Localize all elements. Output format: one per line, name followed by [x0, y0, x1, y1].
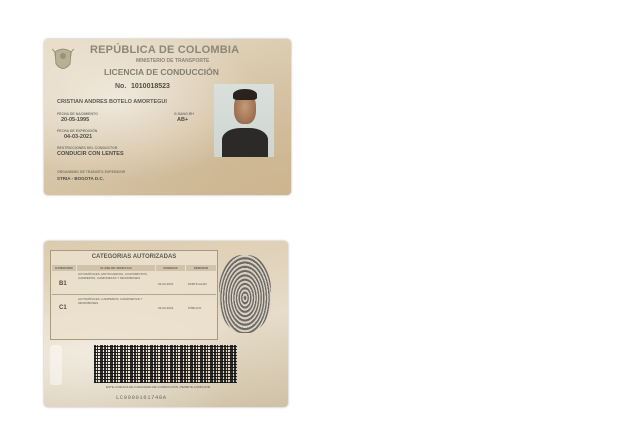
- row-2-validity: 04-03-2024: [158, 306, 174, 310]
- issue-date: 04-03-2021: [64, 134, 93, 140]
- blood-type-label: G.SANG.RH: [174, 112, 194, 116]
- ministry-label: MINISTERIO DE TRANSPORTE: [136, 58, 210, 64]
- row-2-vehicle: AUTOMÓVILES, CAMPEROS, CAMIONETAS Y MICROBUSES: [78, 297, 143, 305]
- barcode-caption: ESTE LICENCIA DE CAPACIDAD DE CONDUCCIÓN, PERMITE CONDUCIR: [106, 385, 210, 389]
- country-title: REPÚBLICA DE COLOMBIA: [90, 44, 240, 56]
- holder-name: CRISTIAN ANDRES BOTELO AMORTEGUI: [57, 99, 167, 105]
- row-1-vehicle: AUTOMÓVILES, MOTOCARROS, CUATRIMOTOS, CAMPEROS, CAMIONETAS Y MICROBUSES: [78, 272, 148, 280]
- row-1-service: PARTICULAR: [188, 282, 207, 286]
- header-vehicle: CLASE DE VEHICULO: [77, 265, 155, 271]
- restrictions-label: RESTRICCIONES DEL CONDUCTOR: [57, 146, 118, 150]
- categories-table: [50, 250, 218, 340]
- license-number: 1010018523: [131, 83, 170, 90]
- header-category: CATEGORIA: [52, 265, 76, 271]
- hologram-mark: [50, 345, 62, 385]
- categories-title: CATEGORIAS AUTORIZADAS: [91, 254, 177, 260]
- row-2-service: PÚBLICO: [188, 306, 202, 310]
- organism-label: ORGANISMO DE TRÁNSITO EXPEDIDOR: [57, 170, 126, 174]
- pdf417-barcode: [94, 345, 237, 383]
- row-1-code: B1: [59, 281, 67, 287]
- coat-of-arms-icon: [52, 46, 74, 74]
- fingerprint: [219, 255, 271, 333]
- issue-date-label: FECHA DE EXPEDICIÓN: [57, 129, 98, 133]
- row-2-code: C1: [59, 305, 67, 311]
- organism: STRIA - BOGOTA D.C.: [57, 176, 104, 181]
- row-1-validity: 04-03-2031: [158, 282, 174, 286]
- document-type: LICENCIA DE CONDUCCIÓN: [104, 67, 219, 77]
- serial-code: LC0000161740A: [116, 394, 167, 401]
- header-service: SERVICIO: [186, 265, 216, 271]
- restrictions: CONDUCIR CON LENTES: [57, 151, 124, 157]
- birth-date-label: FECHA DE NACIMIENTO: [57, 112, 98, 116]
- header-validity: VIGENCIA: [156, 265, 185, 271]
- number-label: No.: [115, 83, 127, 90]
- birth-date: 20-05-1995: [61, 117, 90, 123]
- license-front: [44, 39, 291, 195]
- blood-type: AB+: [177, 117, 189, 123]
- holder-photo: [214, 84, 274, 157]
- license-back: [44, 241, 288, 407]
